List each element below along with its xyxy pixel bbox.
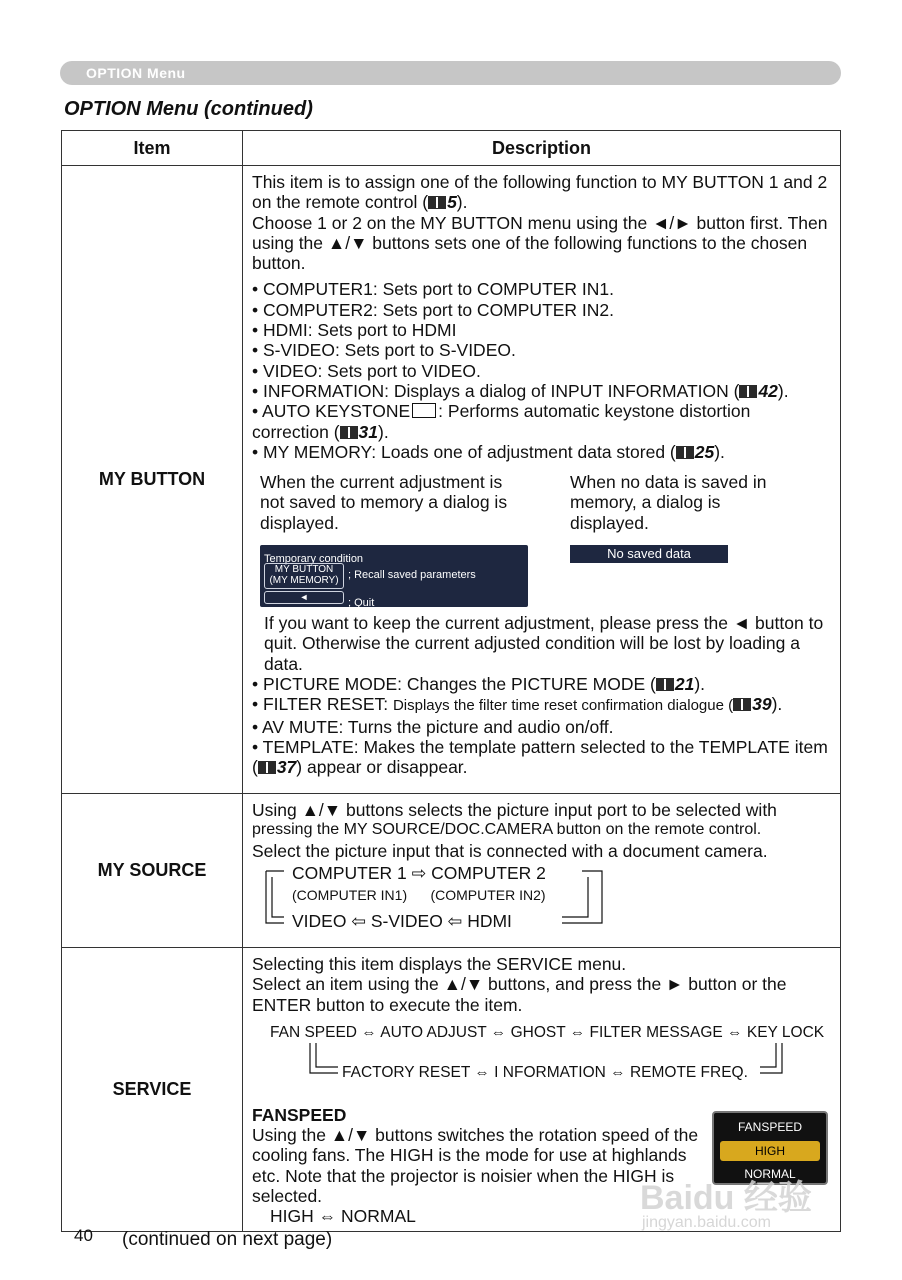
source-text-1: Using ▲/▼ buttons selects the picture input port to be selected with [252,800,777,820]
service-text-2: Select an item using the ▲/▼ buttons, and press the ► button or the ENTER button to execute the item. [252,974,787,1015]
desc-my-button [243,166,841,794]
item-service: SERVICE [62,948,243,1232]
right-example [570,472,790,607]
recall-button: MY BUTTON (MY MEMORY) [264,563,344,589]
list-item: • FILTER RESET: Displays the filter time reset confirmation dialogue ( 39). [252,694,783,715]
source-text-3: Select the picture input that is connected with a document camera. [252,840,768,861]
source-row-3: VIDEO ⇦ S-VIDEO ⇦ HDMI [292,910,512,931]
book-icon [340,426,358,439]
table-row [62,794,841,948]
option-table [61,130,841,1232]
quit-label: ; Quit [348,597,375,610]
continued-note: (continued on next page) [122,1229,333,1250]
section-label: OPTION Menu [86,65,186,81]
watermark-logo: Baidu 经验 [640,1179,812,1217]
col-header-description: Description [243,131,841,166]
fanspeed-title: FANSPEED [252,1104,347,1125]
list-item: • S-VIDEO: Sets port to S-VIDEO. [252,340,516,361]
quit-button: ◄ [264,591,344,604]
page-number: 40 [74,1226,93,1245]
list-item: • MY MEMORY: Loads one of adjustment data stored ( 25). [252,441,725,462]
flow-row-1: FAN SPEED ⇔ AUTO ADJUST ⇔ GHOST ⇔ FILTER MESSAGE ⇔ KEY LOCK [270,1023,825,1041]
item-my-button: MY BUTTON [62,166,243,794]
list-item: • PICTURE MODE: Changes the PICTURE MODE ( 21). [252,673,706,694]
keep-note: If you want to keep the current adjustment, please press the ◄ button to quit. Otherwise the current adjusted condition will be lost by loading a data. [264,613,824,674]
recall-label: ; Recall saved parameters [348,569,476,582]
service-text-1: Selecting this item displays the SERVICE menu. [252,954,627,974]
flow-row-2: FACTORY RESET ⇔ I NFORMATION ⇔ REMOTE FREQ. [342,1063,748,1081]
left-note: When the current adjustment is not saved to memory a dialog is displayed. [260,472,508,533]
source-row-2: (COMPUTER IN1) (COMPUTER IN2) [292,886,546,903]
book-icon [428,196,446,209]
right-note: When no data is saved in memory, a dialog is displayed. [570,472,767,533]
intro-text: This item is to assign one of the following function to MY BUTTON 1 and 2 on the remote control ( 5). [252,172,828,213]
list-item: • TEMPLATE: Makes the template pattern selected to the TEMPLATE item ( 37) appear or disappear. [252,736,828,778]
book-icon [258,761,276,774]
fanspeed-text: Using the ▲/▼ buttons switches the rotation speed of the cooling fans. The HIGH is the mode for use at highlands etc. Note that the projector is noisier when the HIGH is selected. [252,1125,699,1207]
list-item: • VIDEO: Sets port to VIDEO. [252,360,481,381]
fanspeed-normal-option: NORMAL [744,1167,796,1182]
keystone-icon [412,403,436,418]
temporary-condition-dialog [260,545,528,610]
fanspeed-options: HIGH ⇔ NORMAL [270,1206,416,1227]
page-title: OPTION Menu (continued) [64,98,313,120]
watermark-url: jingyan.baidu.com [642,1214,771,1231]
list-item: • HDMI: Sets port to HDMI [252,320,457,341]
list-item: • COMPUTER1: Sets port to COMPUTER IN1. [252,279,615,300]
desc-my-source [243,794,841,948]
book-icon [739,385,757,398]
fanspeed-menu-title: FANSPEED [737,1119,803,1134]
source-row-1: COMPUTER 1 ⇨ COMPUTER 2 [292,862,546,883]
book-icon [676,446,694,459]
fanspeed-high-option: HIGH [720,1141,820,1161]
table-row [62,166,841,794]
source-cycle-diagram [262,861,832,933]
section-header-bar [60,61,841,85]
list-item: • COMPUTER2: Sets port to COMPUTER IN2. [252,299,615,320]
source-text-2: pressing the MY SOURCE/DOC.CAMERA button on the remote control. [252,821,762,839]
left-example [260,472,570,610]
dialog-examples [260,472,832,610]
item-my-source: MY SOURCE [62,794,243,948]
dialog-title: Temporary condition [264,553,364,566]
book-icon [656,678,674,691]
list-item: • AUTO KEYSTONE : Performs automatic keystone distortion correction ( 31). [252,401,751,442]
no-saved-data-dialog: No saved data [570,545,728,563]
list-item: • AV MUTE: Turns the picture and audio on/off. [252,716,614,737]
book-icon [733,698,751,711]
list-item: • INFORMATION: Displays a dialog of INPUT INFORMATION ( 42). [252,380,789,401]
col-header-item: Item [62,131,243,166]
intro-text-2: Choose 1 or 2 on the MY BUTTON menu using the ◄/► button first. Then using the ▲/▼ buttons sets one of the following functions to the chosen button. [252,212,828,274]
service-flow-diagram [252,1021,832,1103]
